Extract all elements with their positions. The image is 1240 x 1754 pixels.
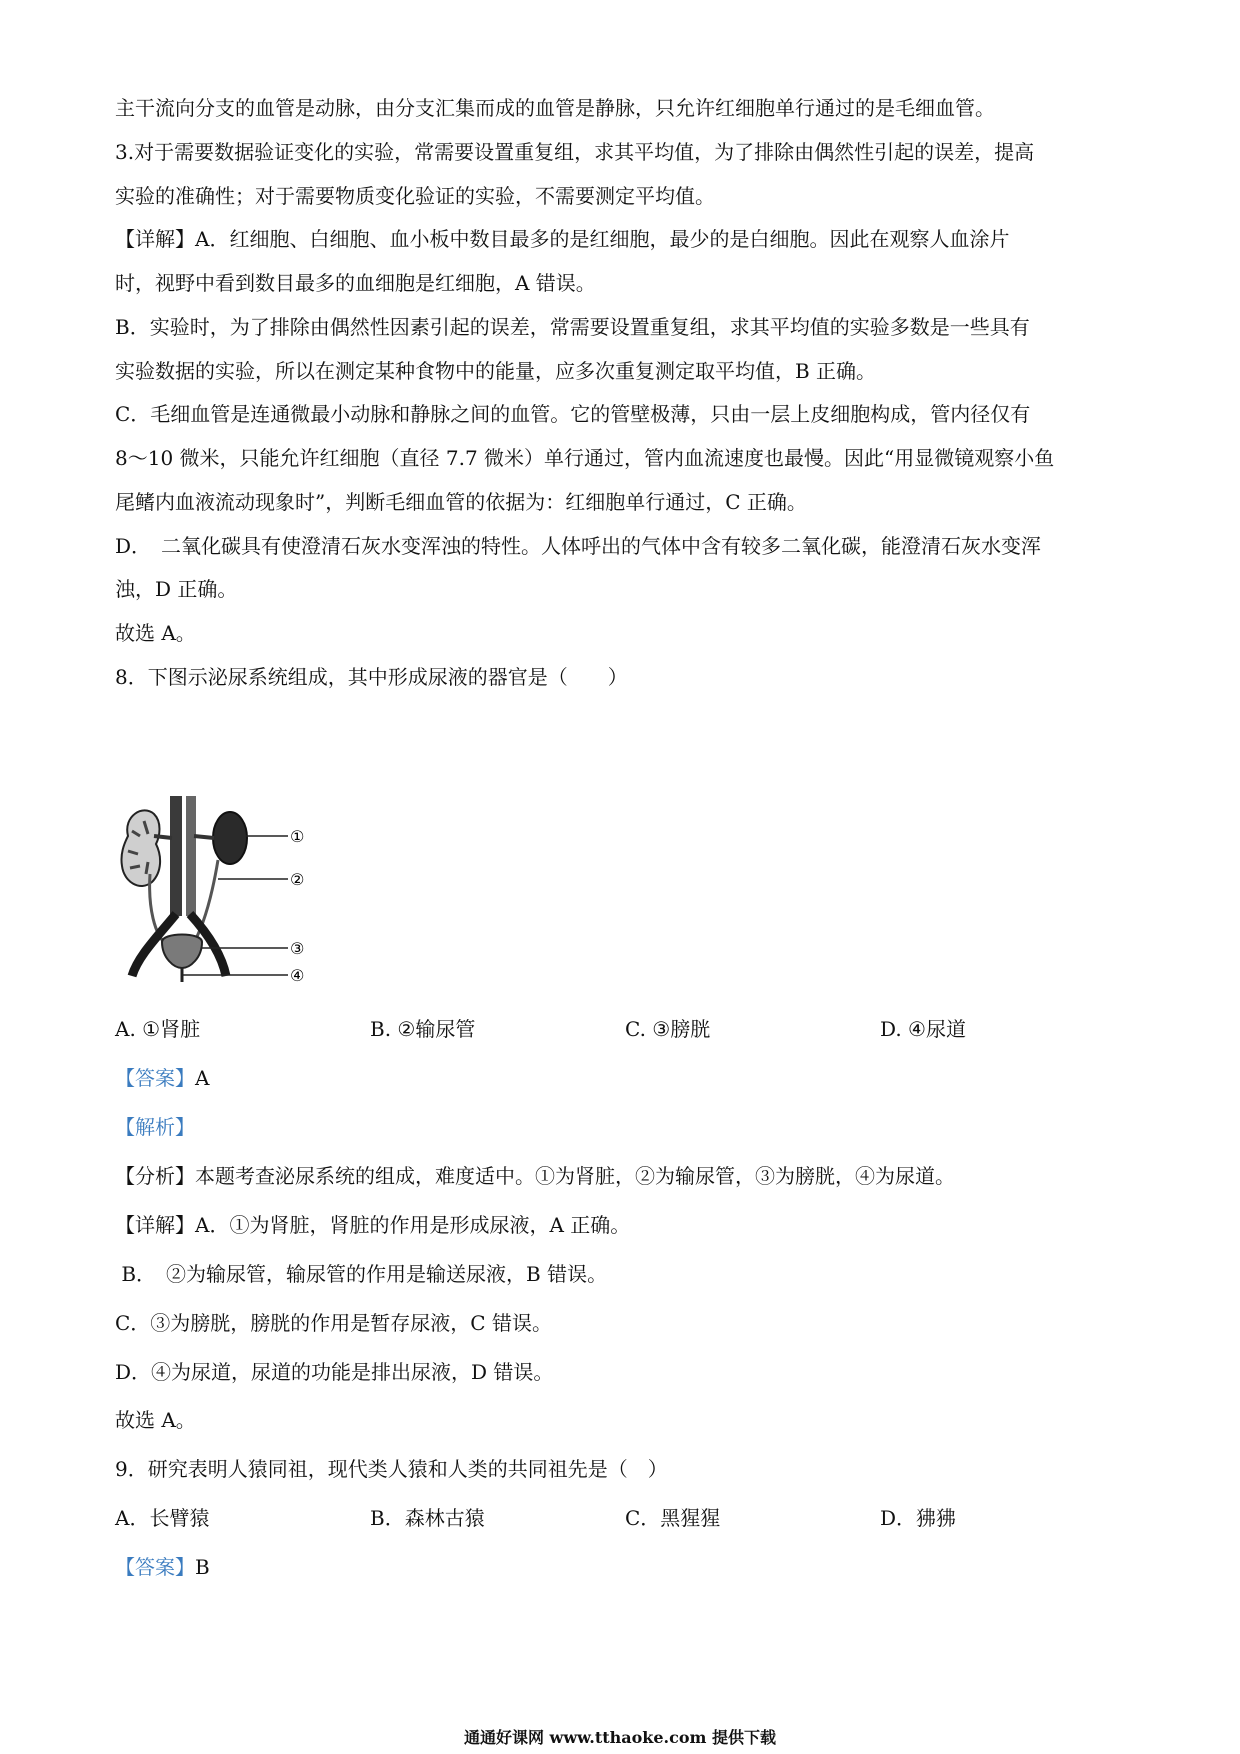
q9-option-d: D．狒狒 [880, 1506, 957, 1530]
text-line: D． 二氧化碳具有使澄清石灰水变浑浊的特性。人体呼出的气体中含有较多二氧化碳，能澄清石灰水变浑 [115, 534, 1042, 558]
q9-option-c: C．黑猩猩 [625, 1506, 721, 1530]
urinary-system-figure [118, 796, 308, 992]
answer-tag: 【答案】 [115, 1555, 195, 1579]
q9-answer [115, 1552, 1135, 1582]
text-line: 尾鳍内血液流动现象时”，判断毛细血管的依据为：红细胞单行通过，C 正确。 [115, 490, 807, 514]
answer-value: B [195, 1555, 210, 1579]
q8-option-c: C. ③膀胱 [625, 1017, 711, 1041]
right-kidney [213, 812, 247, 864]
q8-explain-line: B． ②为输尿管，输尿管的作用是输送尿液，B 错误。 [115, 1262, 608, 1286]
q8-explain-line: 【详解】A．①为肾脏，肾脏的作用是形成尿液，A 正确。 [115, 1213, 631, 1237]
text-line: 【详解】A．红细胞、白细胞、血小板中数目最多的是红细胞，最少的是白细胞。因此在观察人血涂片 [115, 227, 1010, 251]
analysis-tag: 【解析】 [115, 1115, 195, 1139]
left-kidney [121, 810, 160, 886]
text-line: 时，视野中看到数目最多的血细胞是红细胞，A 错误。 [115, 271, 596, 295]
text-line: 主干流向分支的血管是动脉，由分支汇集而成的血管是静脉，只允许红细胞单行通过的是毛细血管。 [115, 96, 995, 120]
figure-label-4: ④ [290, 966, 305, 985]
text-line: 3.对于需要数据验证变化的实验，常需要设置重复组，求其平均值，为了排除由偶然性引起的误差，提高 [115, 140, 1035, 164]
figure-label-1: ① [290, 827, 305, 846]
vena-cava [170, 796, 182, 916]
question-9-text: 9．研究表明人猿同祖，现代类人猿和人类的共同祖先是（ ） [115, 1457, 668, 1481]
q8-option-a: A. ①肾脏 [115, 1017, 201, 1041]
text-line: 实验的准确性；对于需要物质变化验证的实验，不需要测定平均值。 [115, 184, 715, 208]
q8-option-d: D. ④尿道 [880, 1017, 966, 1041]
q8-explain-line: D．④为尿道，尿道的功能是排出尿液，D 错误。 [115, 1360, 554, 1384]
q8-explain-line: C．③为膀胱，膀胱的作用是暂存尿液，C 错误。 [115, 1311, 552, 1335]
text-line: 实验数据的实验，所以在测定某种食物中的能量，应多次重复测定取平均值，B 正确。 [115, 359, 877, 383]
q8-analysis-heading [115, 1112, 1135, 1142]
text-line: 8～10 微米，只能允许红细胞（直径 7.7 微米）单行通过，管内血流速度也最慢。因此“用显微镜观察小鱼 [115, 446, 1055, 470]
question-8-text: 8．下图示泌尿系统组成，其中形成尿液的器官是（ ） [115, 665, 628, 689]
q8-option-b: B. ②输尿管 [370, 1017, 476, 1041]
answer-value: A [195, 1066, 210, 1090]
answer-tag: 【答案】 [115, 1066, 195, 1090]
text-line: C．毛细血管是连通微最小动脉和静脉之间的血管。它的管壁极薄，只由一层上皮细胞构成，管内径仅有 [115, 402, 1031, 426]
bladder [162, 935, 202, 969]
text-line: B．实验时，为了排除由偶然性因素引起的误差，常需要设置重复组，求其平均值的实验多数是一些具有 [115, 315, 1030, 339]
urinary-system-diagram [118, 796, 308, 992]
q9-option-a: A．长臂猿 [115, 1506, 210, 1530]
renal-vessels [154, 836, 214, 838]
aorta [186, 796, 196, 916]
figure-label-3: ③ [290, 939, 305, 958]
q8-conclusion: 故选 A。 [115, 1408, 196, 1432]
q8-analysis-line: 【分析】本题考查泌尿系统的组成，难度适中。①为肾脏，②为输尿管，③为膀胱，④为尿道。 [115, 1164, 955, 1188]
text-line: 故选 A。 [115, 621, 196, 645]
q9-option-b: B．森林古猿 [370, 1506, 485, 1530]
q8-answer [115, 1063, 1135, 1093]
figure-label-2: ② [290, 870, 305, 889]
text-line: 浊，D 正确。 [115, 577, 238, 601]
page-footer: 通通好课网 www.tthaoke.com 提供下载 [463, 1728, 777, 1747]
